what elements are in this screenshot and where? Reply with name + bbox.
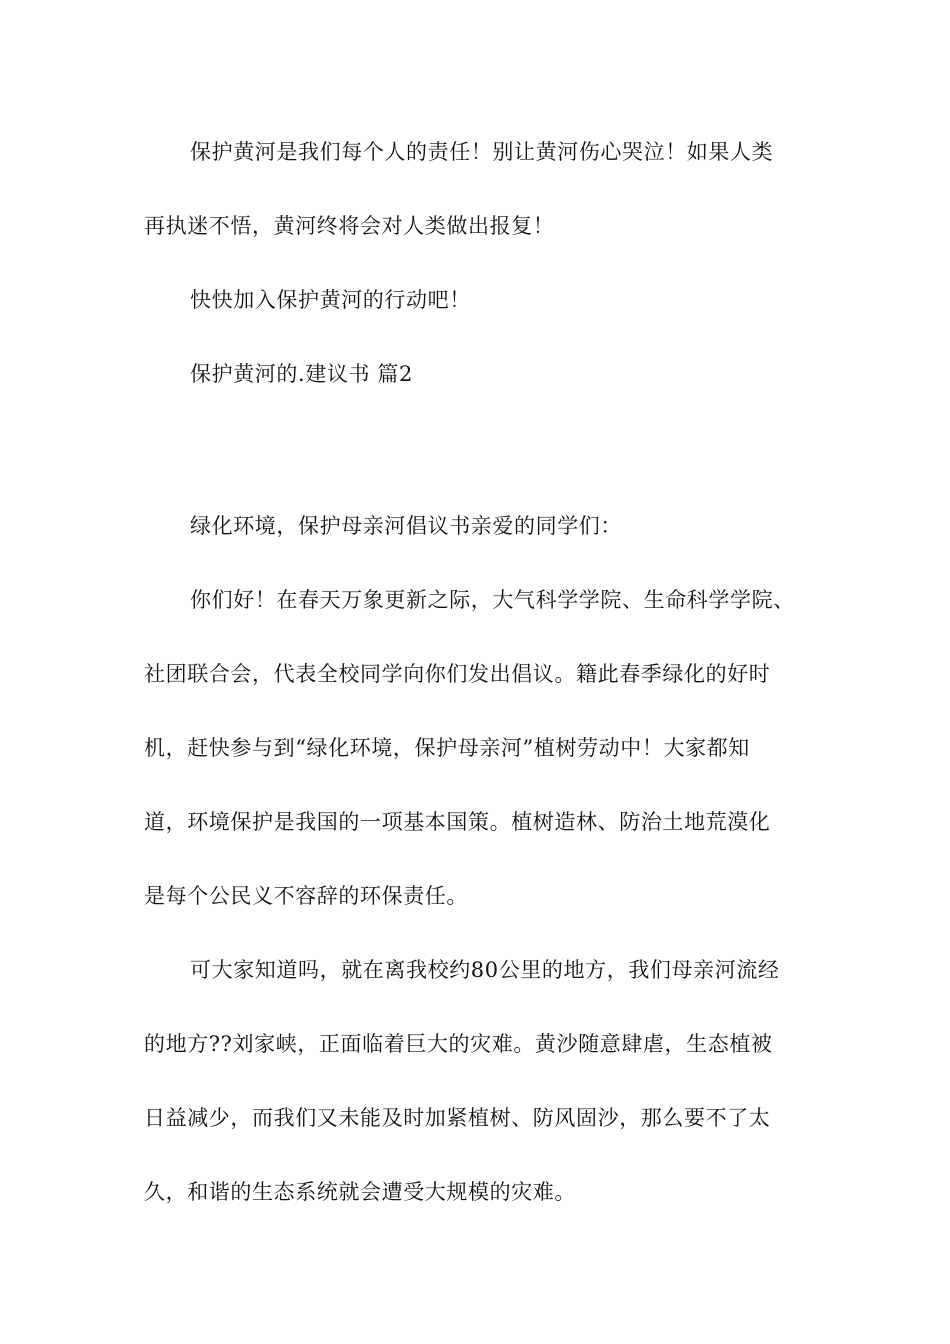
paragraph-line: 日益减少，而我们又未能及时加紧植树、防风固沙，那么要不了太	[144, 1106, 771, 1130]
paragraph-line: 是每个公民义不容辞的环保责任。	[144, 884, 468, 908]
paragraph-line: 你们好！在春天万象更新之际，大气科学学院、生命科学学院、	[190, 588, 795, 612]
paragraph-line: 再执迷不悟，黄河终将会对人类做出报复！	[144, 214, 555, 238]
section-heading: 保护黄河的.建议书 篇2	[190, 362, 413, 386]
paragraph-line: 社团联合会，代表全校同学向你们发出倡议。籍此春季绿化的好时	[144, 662, 771, 686]
paragraph-line: 道，环境保护是我国的一项基本国策。植树造林、防治土地荒漠化	[144, 810, 771, 834]
paragraph-line: 可大家知道吗，就在离我校约80公里的地方，我们母亲河流经	[190, 958, 780, 982]
paragraph-line: 机，赶快参与到“绿化环境，保护母亲河”植树劳动中！大家都知	[144, 736, 750, 760]
paragraph-line: 的地方??刘家峡，正面临着巨大的灾难。黄沙随意肆虐，生态植被	[144, 1032, 773, 1056]
paragraph-line: 保护黄河是我们每个人的责任！别让黄河伤心哭泣！如果人类	[190, 140, 774, 164]
paragraph-line: 久，和谐的生态系统就会遭受大规模的灾难。	[144, 1180, 576, 1204]
paragraph-line: 快快加入保护黄河的行动吧！	[190, 288, 471, 312]
paragraph-line: 绿化环境，保护母亲河倡议书亲爱的同学们：	[190, 514, 622, 538]
